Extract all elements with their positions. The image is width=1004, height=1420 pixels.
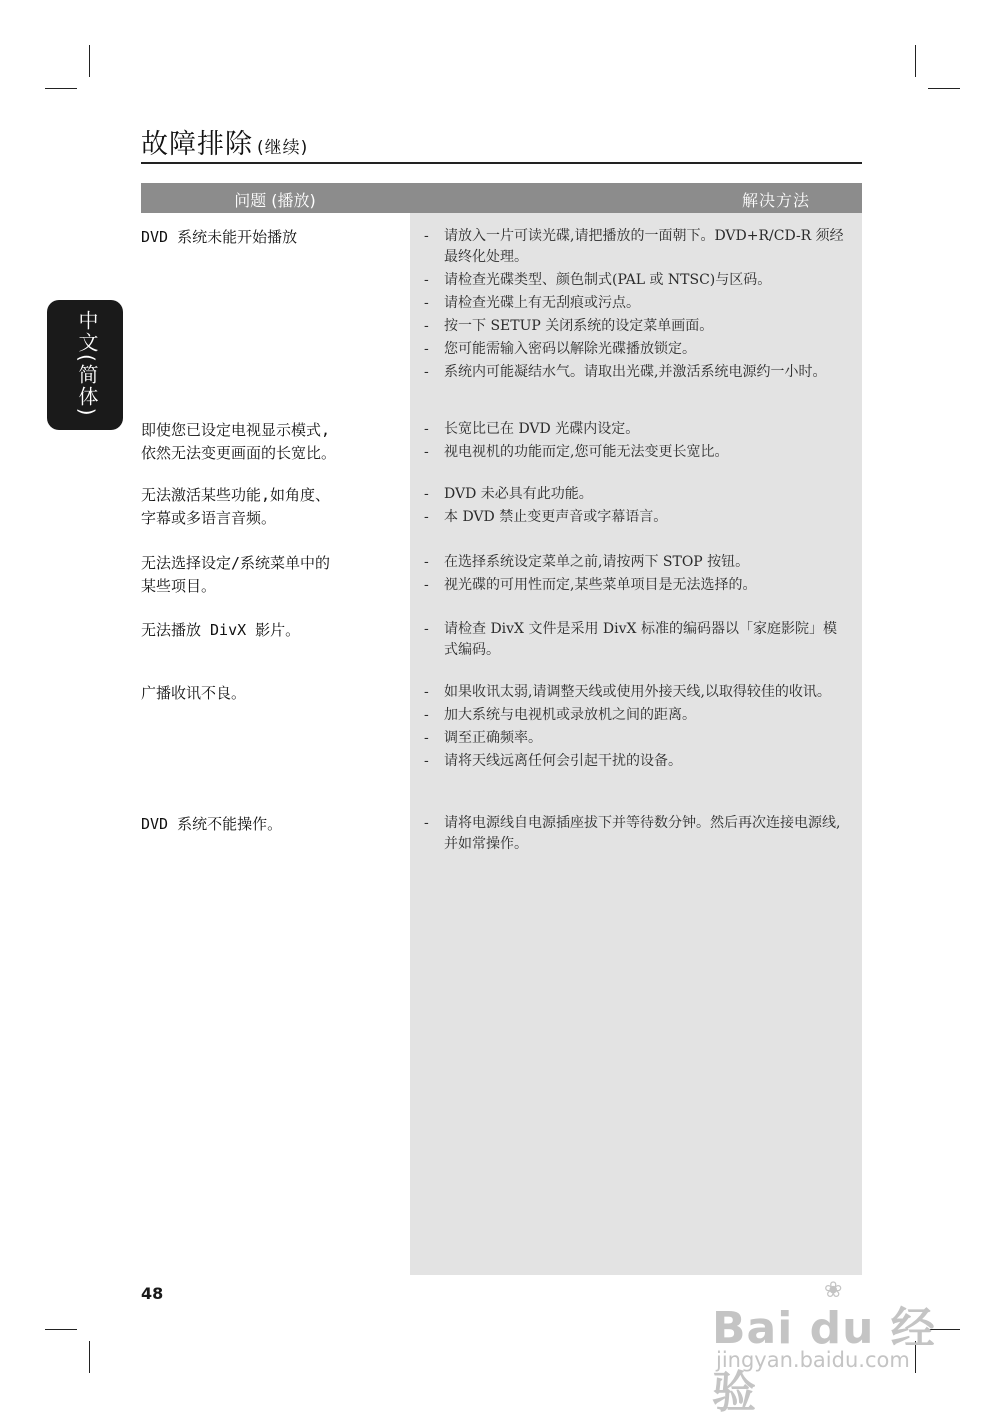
solution-item: - 请检查 DivX 文件是采用 DivX 标准的编码器以「家庭影院」模式编码。 <box>424 619 844 661</box>
problem-text: 无法激活某些功能,如角度、 字幕或多语言音频。 <box>141 486 331 527</box>
language-tab <box>47 300 123 430</box>
solution-item: - 长宽比已在 DVD 光碟内设定。 <box>424 419 844 440</box>
problem-text: 无法选择设定/系统菜单中的 某些项目。 <box>141 554 331 595</box>
crop-mark <box>928 88 960 89</box>
solution-list <box>424 552 844 598</box>
page-title <box>141 122 308 161</box>
solution-list <box>424 813 844 857</box>
solution-list <box>424 419 844 465</box>
solution-item: - 加大系统与电视机或录放机之间的距离。 <box>424 705 844 726</box>
page-title-sub: (继续) <box>257 138 309 158</box>
problem-text: DVD 系统未能开始播放 <box>141 228 298 246</box>
solution-item: - 如果收讯太弱,请调整天线或使用外接天线,以取得较佳的收讯。 <box>424 682 844 703</box>
baidu-watermark <box>706 1278 956 1418</box>
title-divider <box>141 162 862 164</box>
problem-text: 无法播放 DivX 影片。 <box>141 621 301 639</box>
solution-item: - 您可能需输入密码以解除光碟播放锁定。 <box>424 339 844 360</box>
crop-mark <box>45 1329 77 1330</box>
solution-list <box>424 619 844 663</box>
solution-item: - 调至正确频率。 <box>424 728 844 749</box>
solution-item: - 请检查光碟上有无刮痕或污点。 <box>424 293 844 314</box>
solution-item: - 请将电源线自电源插座拔下并等待数分钟。然后再次连接电源线,并如常操作。 <box>424 813 844 855</box>
solution-item: - 视电视机的功能而定,您可能无法变更长宽比。 <box>424 442 844 463</box>
solution-item: - 系统内可能凝结水气。请取出光碟,并激活系统电源约一小时。 <box>424 362 844 383</box>
solution-item: - 在选择系统设定菜单之前,请按两下 STOP 按钮。 <box>424 552 844 573</box>
solution-item: - 本 DVD 禁止变更声音或字幕语言。 <box>424 507 844 528</box>
solution-list <box>424 226 844 385</box>
problem-text: 即使您已设定电视显示模式, 依然无法变更画面的长宽比。 <box>141 421 337 462</box>
solution-item: - 请检查光碟类型、颜色制式(PAL 或 NTSC)与区码。 <box>424 270 844 291</box>
crop-mark <box>89 45 90 77</box>
page-number: 48 <box>141 1284 164 1303</box>
crop-mark <box>45 88 77 89</box>
solution-list <box>424 682 844 774</box>
solution-item: - 视光碟的可用性而定,某些菜单项目是无法选择的。 <box>424 575 844 596</box>
watermark-brand: Bai du 经验 <box>712 1303 936 1418</box>
solution-item: - 按一下 SETUP 关闭系统的设定菜单画面。 <box>424 316 844 337</box>
solution-list <box>424 484 844 530</box>
problem-text: 广播收讯不良。 <box>141 684 247 702</box>
page-title-main: 故障排除 <box>141 129 253 160</box>
solution-item: - 请将天线远离任何会引起干扰的设备。 <box>424 751 844 772</box>
crop-mark <box>89 1341 90 1373</box>
solution-item: - 请放入一片可读光碟,请把播放的一面朝下。DVD+R/CD-R 须经最终化处理。 <box>424 226 844 268</box>
table-header <box>141 183 862 213</box>
header-solution: 解决方法 <box>741 191 810 210</box>
crop-mark <box>915 45 916 77</box>
problem-text: DVD 系统不能操作。 <box>141 815 283 833</box>
watermark-url: jingyan.baidu.com <box>716 1348 910 1372</box>
solution-item: - DVD 未必具有此功能。 <box>424 484 844 505</box>
language-tab-label: 中文(简体) <box>75 310 99 418</box>
header-problem: 问题 (播放) <box>234 191 316 210</box>
paw-icon: ❀ <box>824 1278 843 1303</box>
